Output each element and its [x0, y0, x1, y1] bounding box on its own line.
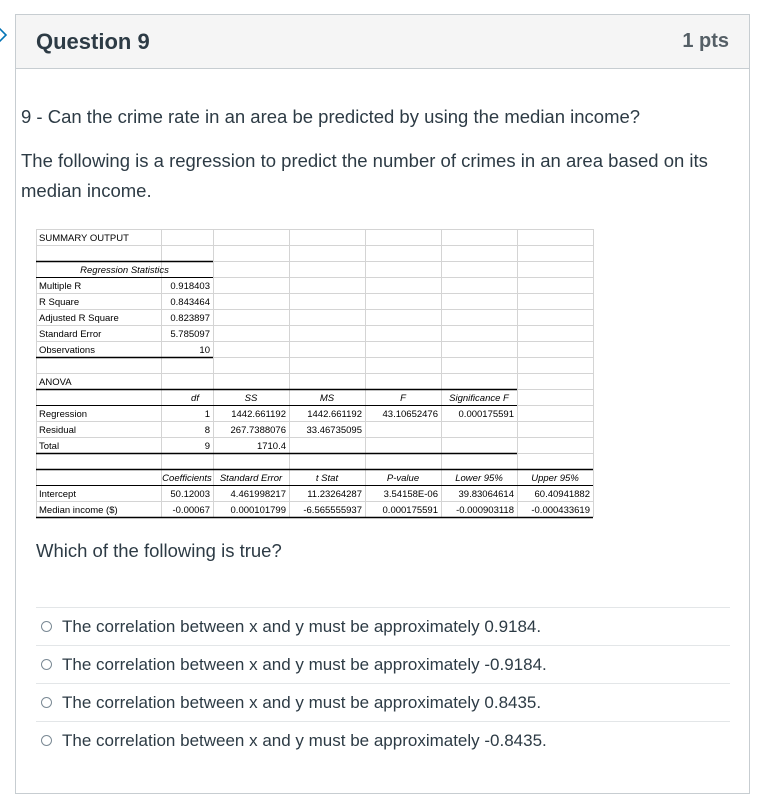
answer-option-3[interactable] [36, 683, 730, 721]
coef-cell: -0.00067 [172, 505, 210, 516]
stat-value: 5.785097 [170, 329, 210, 340]
question-header [16, 15, 749, 69]
answer-label: The correlation between x and y must be approximately -0.8435. [62, 730, 547, 750]
stat-label: Standard Error [39, 329, 102, 340]
coef-row-label: Intercept [39, 489, 76, 500]
radio-button-icon[interactable] [41, 735, 52, 746]
stat-label: Adjusted R Square [39, 313, 119, 324]
anova-header: SS [244, 393, 258, 404]
answer-label: The correlation between x and y must be approximately 0.8435. [62, 692, 542, 712]
anova-title: ANOVA [39, 377, 72, 388]
answer-label: The correlation between x and y must be approximately -0.9184. [62, 654, 547, 674]
radio-button-icon[interactable] [41, 697, 52, 708]
coef-header: Coefficients [162, 473, 212, 484]
anova-cell: 267.7388076 [230, 425, 286, 436]
anova-cell: 8 [204, 425, 210, 436]
coef-cell: -0.000903118 [456, 505, 514, 516]
coef-header: Upper 95% [531, 473, 579, 484]
question-intro: The following is a regression to predict the number of crimes in an area based on its median income. [21, 150, 708, 201]
stat-label: Observations [39, 345, 95, 356]
question-title: Question 9 [36, 28, 150, 54]
question-points: 1 pts [682, 30, 729, 52]
summary-title: SUMMARY OUTPUT [39, 233, 129, 244]
stat-value: 0.918403 [170, 281, 210, 292]
chevron-right-icon[interactable] [0, 24, 10, 46]
coef-cell: 11.23264287 [307, 489, 362, 500]
question-text [21, 105, 711, 206]
anova-row-label: Residual [39, 425, 76, 436]
anova-header: df [191, 393, 199, 404]
coef-cell: 0.000101799 [230, 505, 286, 516]
answer-option-4[interactable] [36, 721, 730, 759]
answer-option-2[interactable] [36, 645, 730, 683]
anova-cell: 0.000175591 [458, 409, 514, 420]
coef-header: P-value [386, 473, 420, 484]
anova-cell: 43.10652476 [382, 409, 438, 420]
coef-row-label: Median income ($) [39, 505, 118, 516]
anova-row-label: Total [39, 441, 60, 452]
anova-cell: 1442.661192 [231, 409, 286, 420]
answer-list [36, 607, 730, 759]
anova-header: F [400, 393, 406, 404]
coef-cell: -0.000433619 [531, 505, 590, 516]
stat-label: Multiple R [39, 281, 82, 292]
stat-value: 0.823897 [170, 313, 210, 324]
question-followup: Which of the following is true? [36, 540, 282, 561]
anova-cell: 1442.661192 [307, 409, 362, 420]
coef-header: Standard Error [219, 473, 283, 484]
answer-option-1[interactable] [36, 607, 730, 645]
anova-cell: 9 [204, 441, 210, 452]
stat-value: 10 [199, 345, 210, 356]
anova-header: MS [319, 393, 335, 404]
anova-cell: 33.46735095 [306, 425, 362, 436]
coef-cell: -6.565555937 [303, 505, 362, 516]
question-prompt: 9 - Can the crime rate in an area be predicted by using the median income? [21, 106, 641, 127]
radio-button-icon[interactable] [41, 659, 52, 670]
anova-row-label: Regression [39, 409, 88, 420]
answer-label: The correlation between x and y must be approximately 0.9184. [62, 616, 542, 636]
coef-cell: 39.83064614 [458, 489, 514, 500]
coef-cell: 3.54158E-06 [383, 489, 438, 500]
coef-cell: 50.12003 [170, 489, 210, 500]
stats-title: Regression Statistics [80, 265, 169, 276]
coef-cell: 4.461998217 [230, 489, 286, 500]
coef-cell: 0.000175591 [382, 505, 438, 516]
coef-header: t Stat [315, 473, 339, 484]
stat-value: 0.843464 [170, 297, 210, 308]
anova-cell: 1710.4 [256, 441, 286, 452]
anova-cell: 1 [204, 409, 210, 420]
coef-header: Lower 95% [455, 473, 503, 484]
stat-label: R Square [39, 297, 80, 308]
regression-output-image [36, 229, 594, 524]
anova-header: Significance F [449, 393, 509, 404]
radio-button-icon[interactable] [41, 621, 52, 632]
coef-cell: 60.40941882 [534, 489, 590, 500]
